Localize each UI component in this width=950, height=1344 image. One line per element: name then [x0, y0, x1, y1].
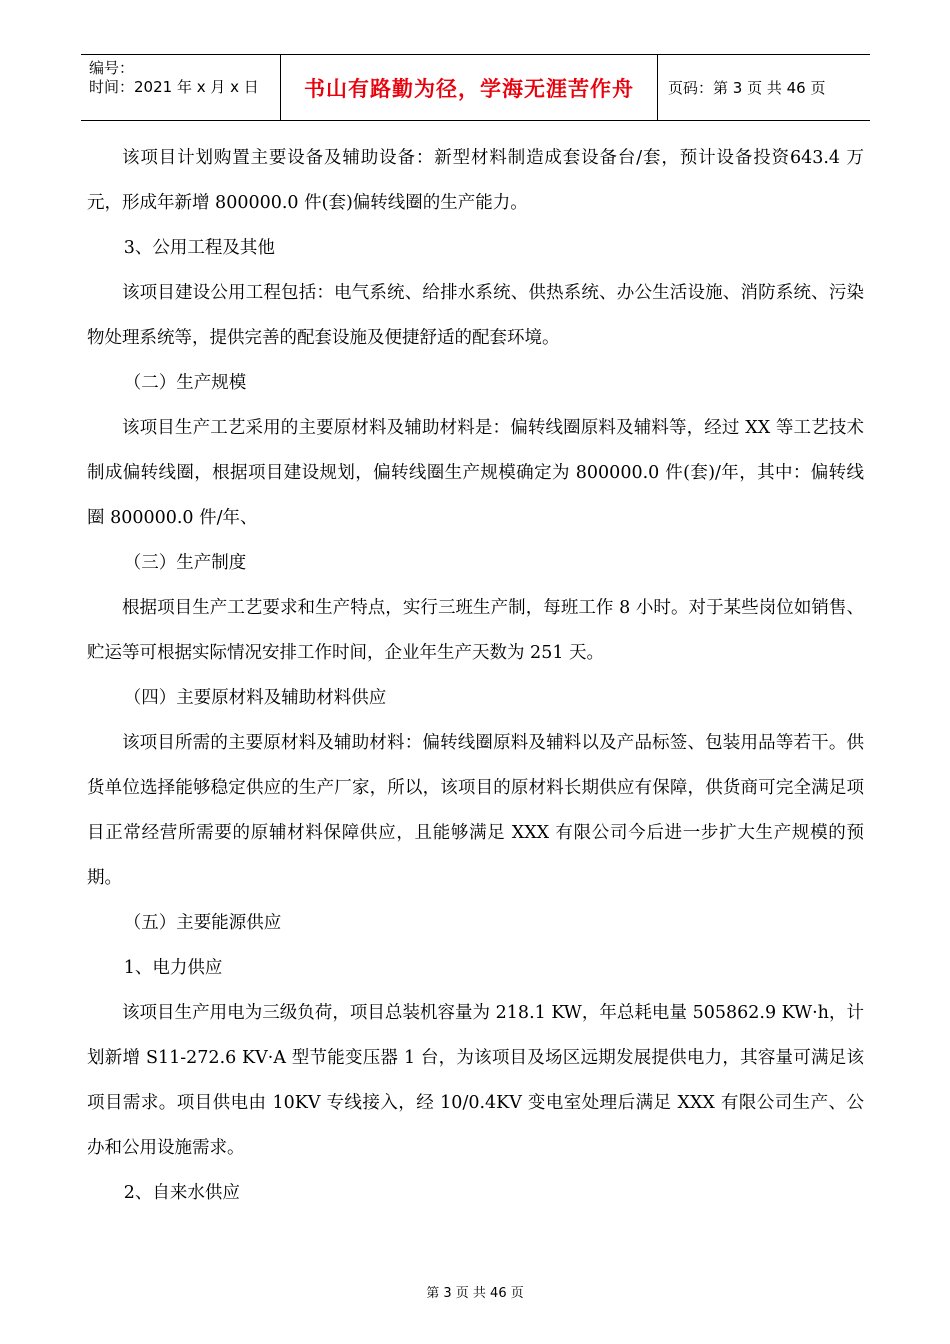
serial-number-label: 编号： — [89, 59, 135, 77]
paragraph: 根据项目生产工艺要求和生产特点，实行三班生产制，每班工作 8 小时。对于某些岗位如销售、贮运等可根据实际情况安排工作时间，企业年生产天数为 251 天。 — [87, 598, 864, 663]
paragraph: 该项目生产用电为三级负荷，项目总装机容量为 218.1 KW，年总耗电量 505862.9 KW·h，计划新增 S11-272.6 KV·A 型节能变压器 1 台，为该项目及场区远期发展提供电力，其容量可满足该项目需求。项目供电由 10KV 专线接入，经 10/0.4KV 变电室处理后满足 XXX 有限公司生产、公办和公用设施需求。 — [87, 1003, 864, 1158]
paragraph: 该项目生产工艺采用的主要原材料及辅助材料是：偏转线圈原料及辅料等，经过 XX 等工艺技术制成偏转线圈，根据项目建设规划，偏转线圈生产规模确定为 800000.0 件(套)/年，其中：偏转线圈 800000.0 件/年、 — [87, 418, 864, 528]
section-heading: （三）生产制度 — [123, 553, 247, 573]
date-label: 时间：2021 年 x 月 x 日 — [89, 78, 259, 96]
page-footer: 第 3 页 共 46 页 — [426, 1286, 524, 1301]
page-header — [81, 54, 870, 121]
section-heading: 2、自来水供应 — [123, 1183, 240, 1203]
section-heading: （五）主要能源供应 — [123, 913, 282, 933]
section-heading: 1、电力供应 — [123, 958, 223, 978]
paragraph: 该项目建设公用工程包括：电气系统、给排水系统、供热系统、办公生活设施、消防系统、污染物处理系统等，提供完善的配套设施及便捷舒适的配套环境。 — [87, 283, 864, 348]
header-page-info: 页码：第 3 页 共 46 页 — [668, 79, 826, 97]
paragraph: 该项目计划购置主要设备及辅助设备：新型材料制造成套设备台/套，预计设备投资643.4 万元，形成年新增 800000.0 件(套)偏转线圈的生产能力。 — [87, 148, 864, 213]
section-heading: （二）生产规模 — [123, 373, 247, 393]
section-heading: 3、公用工程及其他 — [123, 238, 275, 258]
section-heading: （四）主要原材料及辅助材料供应 — [123, 688, 387, 708]
document-body — [87, 136, 864, 1216]
header-meta — [81, 55, 281, 120]
header-motto: 书山有路勤为径，学海无涯苦作舟 — [281, 55, 658, 120]
paragraph: 该项目所需的主要原材料及辅助材料：偏转线圈原料及辅料以及产品标签、包装用品等若干。供货单位选择能够稳定供应的生产厂家，所以，该项目的原材料长期供应有保障，供货商可完全满足项目正常经营所需要的原辅材料保障供应，且能够满足 XXX 有限公司今后进一步扩大生产规模的预期。 — [87, 733, 864, 888]
